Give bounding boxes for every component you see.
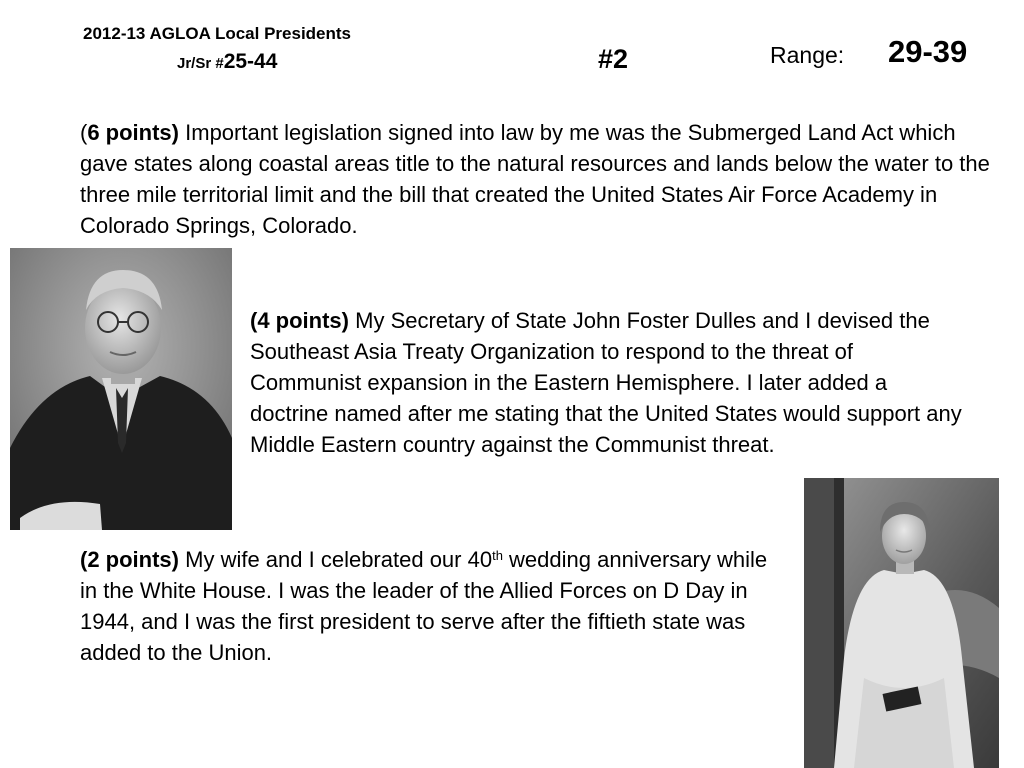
portrait-photo-woman [804, 478, 999, 768]
header-title: 2012-13 AGLOA Local Presidents [83, 24, 352, 43]
clue-points-label: (2 points) [80, 547, 179, 572]
division-prefix: Jr/Sr # [177, 55, 224, 72]
clue-text-after: wedding anniversary while in the White House. I was the leader of the Allied Forces on D Day in 1944, and I was the first president to serve after the fiftieth state was added to the Union. [80, 547, 768, 665]
clue-points-label: 6 points) [87, 120, 179, 145]
portrait-man-image [10, 248, 232, 530]
clue-4-points [250, 305, 970, 460]
range-label: Range: [770, 42, 845, 68]
clue-2-points [80, 544, 780, 668]
clue-points-label: (4 points) [250, 308, 349, 333]
division-label [177, 50, 277, 74]
range-value: 29-39 [888, 34, 968, 69]
clue-text-before: My wife and I celebrated our 40 [185, 547, 493, 572]
clue-superscript: th [492, 548, 503, 563]
slide-number: #2 [598, 44, 629, 74]
clue-open-paren: ( [80, 120, 88, 145]
clue-6-points [80, 117, 1000, 241]
division-range: 25-44 [223, 50, 278, 73]
portrait-woman-image [804, 478, 999, 768]
clue-text: Important legislation signed into law by me was the Submerged Land Act which gave states along coastal areas title to the natural resources and lands below the water to the three mile territorial limit and the bill that created the United States Air Force Academy in Colorado Springs, Colorado. [80, 120, 990, 238]
clue-text: My Secretary of State John Foster Dulles and I devised the Southeast Asia Treaty Organization to respond to the threat of Communist expansion in the Eastern Hemisphere. I later added a doctrine named after me stating that the United States would support any Middle Eastern country against the Communist threat. [250, 308, 962, 457]
portrait-photo-man [10, 248, 232, 530]
